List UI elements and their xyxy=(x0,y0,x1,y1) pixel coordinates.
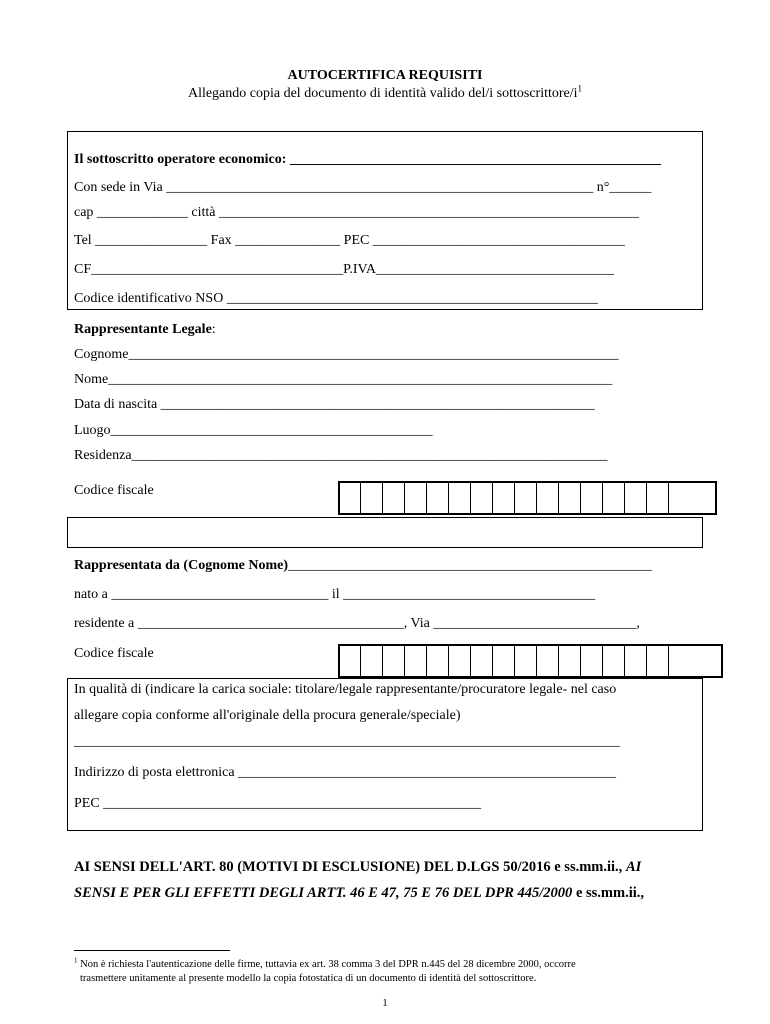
footnote-separator xyxy=(74,950,230,951)
page-number: 1 xyxy=(382,997,388,1009)
represented-by-field[interactable]: Rappresentata da (Cognome Nome)____________________________________________________ xyxy=(74,558,652,573)
footnote-line1: $^1$ Non è richiesta l'autenticazione delle firme, tuttavia ex art. 38 comma 3 del DPR n.445 del 28 dicembre 2000, occorre xyxy=(74,956,576,970)
legal-rep-heading: Rappresentante Legale: xyxy=(74,322,216,337)
operator-name-field[interactable]: Il sottoscritto operatore economico: _____________________________________________________ xyxy=(74,152,661,167)
operator-contacts-field[interactable]: Tel ________________ Fax _______________ PEC ____________________________________ xyxy=(74,233,625,248)
legal-rep-birthdate-field[interactable]: Data di nascita ______________________________________________________________ xyxy=(74,397,595,412)
legal-rep-residence-field[interactable]: Residenza____________________________________________________________________ xyxy=(74,448,608,463)
legal-reference-line1: AI SENSI DELL'ART. 80 (MOTIVI DI ESCLUSIONE) DEL D.LGS 50/2016 e ss.mm.ii., AI xyxy=(74,859,642,875)
footnote-line2: trasmettere unitamente al presente modello la copia fotostatica di un documento di identità del sottoscrittore. xyxy=(80,973,537,984)
represented-cf-label: Codice fiscale xyxy=(74,646,154,661)
operator-address-field[interactable]: Con sede in Via _____________________________________________________________ n°______ xyxy=(74,180,652,195)
role-instructions-line2: allegare copia conforme all'originale della procura generale/speciale) xyxy=(74,708,461,723)
operator-nso-field[interactable]: Codice identificativo NSO _____________________________________________________ xyxy=(74,291,598,306)
blank-row-box xyxy=(67,517,703,548)
legal-rep-birthplace-field[interactable]: Luogo______________________________________________ xyxy=(74,423,433,438)
legal-rep-cf-grid[interactable] xyxy=(338,481,717,515)
document-subtitle: Allegando copia del documento di identità valido del/i sottoscrittore/$i^1$ xyxy=(187,83,583,101)
legal-rep-surname-field[interactable]: Cognome______________________________________________________________________ xyxy=(74,347,619,362)
footnote-ref: 1 xyxy=(577,83,583,94)
email-field[interactable]: Indirizzo di posta elettronica ______________________________________________________ xyxy=(74,765,617,780)
role-instructions-line1: In qualità di (indicare la carica sociale: titolare/legale rappresentante/procuratore legale- nel caso xyxy=(74,682,617,697)
role-field[interactable]: ______________________________________________________________________________ xyxy=(74,734,620,749)
operator-cap-city-field[interactable]: cap _____________ città ____________________________________________________________ xyxy=(74,205,640,220)
represented-birth-field[interactable]: nato a _______________________________ il ____________________________________ xyxy=(74,587,596,602)
represented-cf-grid[interactable] xyxy=(338,644,723,678)
legal-reference-line2: SENSI E PER GLI EFFETTI DEGLI ARTT. 46 E 47, 75 E 76 DEL DPR 445/2000 e ss.mm.ii., xyxy=(74,885,644,901)
legal-rep-cf-label: Codice fiscale xyxy=(74,483,154,498)
legal-rep-name-field[interactable]: Nome________________________________________________________________________ xyxy=(74,372,613,387)
document-title: AUTOCERTIFICA REQUISITI xyxy=(287,68,483,83)
pec-field[interactable]: PEC ______________________________________________________ xyxy=(74,796,482,811)
represented-residence-field[interactable]: residente a ______________________________________, Via _____________________________, xyxy=(74,616,640,631)
operator-cf-piva-field[interactable]: CF____________________________________P.IVA__________________________________ xyxy=(74,262,614,277)
